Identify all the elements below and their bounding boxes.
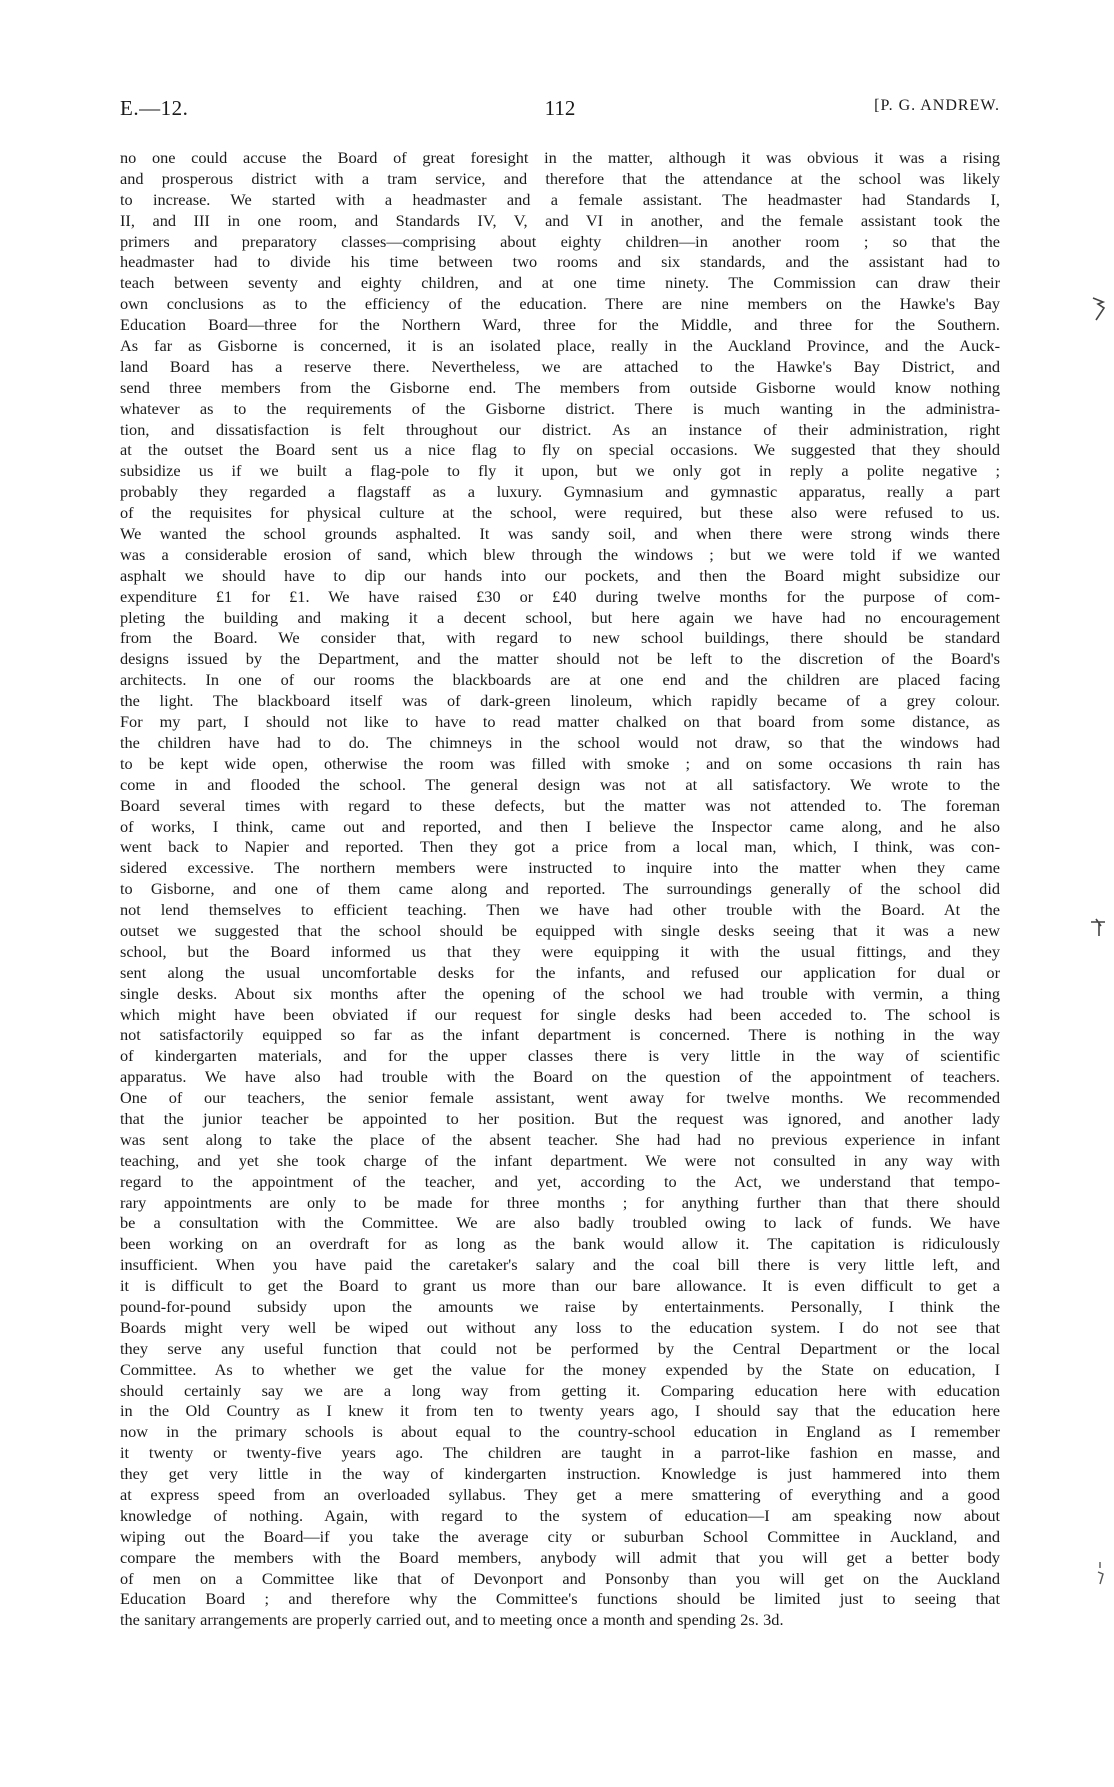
margin-mark-icon [1092, 292, 1106, 322]
text-line: to Gisborne, and one of them came along and reported. The surroundings generally of the school did [120, 879, 1000, 899]
text-line: architects. In one of our rooms the blackboards are at one end and the children are placed facing [120, 670, 1000, 690]
text-line: at express speed from an overloaded syllabus. They get a mere smattering of everything and a good [120, 1485, 1000, 1504]
text-line: the sanitary arrangements are properly carried out, and to meeting once a month and spending 2s. 3d. [120, 1610, 784, 1630]
text-line: teaching, and yet she took charge of the infant department. We were not consulted in any way with [120, 1150, 1000, 1170]
text-line: We wanted the school grounds asphalted. It was sandy soil, and when there were strong winds there [120, 524, 1000, 544]
text-line: they serve any useful function that could not be performed by the Central Department or the local [120, 1338, 1000, 1358]
text-line: primers and preparatory classes—comprising about eighty children—in another room ; so that the [120, 231, 1000, 251]
text-line: teach between seventy and eighty children, and at one time ninety. The Commission can draw their [120, 273, 1000, 293]
text-line: the light. The blackboard itself was of dark-green linoleum, which rapidly became of a grey colour. [120, 691, 1000, 711]
text-line: asphalt we should have to dip our hands into our pockets, and then the Board might subsidize our [120, 565, 1000, 585]
text-line: As far as Gisborne is concerned, it is an isolated place, really in the Auckland Province, and the Auck- [120, 336, 1000, 356]
text-line: now in the primary schools is about equal to the country-school education in England as I remember [120, 1422, 1000, 1442]
text-line: subsidize us if we built a flag-pole to fly it upon, but we only got in reply a polite negative ; [120, 461, 1000, 481]
text-line: no one could accuse the Board of great foresight in the matter, although it was obvious it was a rising [120, 148, 1000, 167]
text-line: land Board has a reserve there. Nevertheless, we are attached to the Hawke's Bay District, and [120, 356, 1000, 376]
text-line: knowledge of nothing. Again, with regard to the system of education—I am speaking now about [120, 1505, 1000, 1525]
margin-mark-icon [1095, 1560, 1105, 1586]
text-line: from the Board. We consider that, with regard to new school buildings, there should be standard [120, 628, 1000, 648]
text-line: expenditure £1 for £1. We have raised £30 or £40 during twelve months for the purpose of com- [120, 586, 1000, 606]
text-line: of the requisites for physical culture at the school, were required, but these also were refused to us. [120, 503, 1000, 523]
page-number: 112 [544, 96, 576, 120]
text-line: it is difficult to get the Board to grant us more than our bare allowance. It is even difficult to get a [120, 1276, 1000, 1296]
text-line: went back to Napier and reported. Then they got a price from a local man, which, I think, was con- [120, 837, 1000, 857]
text-line: and prosperous district with a tram service, and therefore that the attendance at the school was likely [120, 168, 1000, 188]
text-line: it twenty or twenty-five years ago. The children are taught in a parrot-like fashion en masse, and [120, 1443, 1000, 1463]
text-line: to be kept wide open, otherwise the room was filled with smoke ; and on some occasions th rain has [120, 753, 1000, 773]
text-line: compare the members with the Board members, anybody will admit that you will get a better body [120, 1547, 1000, 1567]
text-line: regard to the appointment of the teacher, and yet, according to the Act, we understand that tempo- [120, 1171, 1000, 1191]
text-line: wiping out the Board—if you take the average city or suburban School Committee in Auckland, and [120, 1526, 1000, 1546]
text-line: to increase. We started with a headmaster and a female assistant. The headmaster had Standards I, [120, 189, 1000, 209]
text-line: sent along the usual uncomfortable desks for the infants, and refused our application for dual or [120, 962, 1000, 982]
text-line: of kindergarten materials, and for the upper classes there is very little in the way of scientific [120, 1046, 1000, 1066]
text-line: come in and flooded the school. The general design was not at all satisfactory. We wrote to the [120, 774, 1000, 794]
text-line: probably they regarded a flagstaff as a luxury. Gymnasium and gymnastic apparatus, really a part [120, 482, 1000, 502]
text-line: own conclusions as to the efficiency of the education. There are nine members on the Hawke's Bay [120, 294, 1000, 314]
text-line: school, but the Board informed us that they were equipping it with the usual fittings, and they [120, 941, 1000, 961]
text-line: headmaster had to divide his time between two rooms and six standards, and the assistant had to [120, 252, 1000, 272]
text-line: Education Board—three for the Northern Ward, three for the Middle, and three for the Southern. [120, 315, 1000, 335]
text-line: II, and III in one room, and Standards IV, V, and VI in another, and the female assistant took the [120, 210, 1000, 230]
text-line: Board several times with regard to these defects, but the matter was not attended to. The foreman [120, 795, 1000, 815]
text-line: tion, and dissatisfaction is felt throughout our district. As an instance of their administration, right [120, 419, 1000, 439]
text-line: be a consultation with the Committee. We are also badly troubled owing to lack of funds. We have [120, 1213, 1000, 1233]
text-line: should certainly say we are a long way from getting it. Comparing education here with education [120, 1380, 1000, 1400]
body-text [120, 148, 1000, 1631]
document-reference: E.—12. [120, 96, 189, 120]
text-line: whatever as to the requirements of the Gisborne district. There is much wanting in the administra- [120, 398, 1000, 418]
text-line: was a considerable erosion of sand, which blew through the windows ; but we were told if we wanted [120, 544, 1000, 564]
text-line: pleting the building and making it a decent school, but here again we have had no encouragement [120, 607, 1000, 627]
text-line: at the outset the Board sent us a nice flag to fly on special occasions. We suggested that they should [120, 440, 1000, 460]
text-line: they get very little in the way of kindergarten instruction. Knowledge is just hammered into them [120, 1464, 1000, 1484]
text-line: single desks. About six months after the opening of the school we had trouble with vermin, a thing [120, 983, 1000, 1003]
text-line: insufficient. When you have paid the caretaker's salary and the coal bill there is very little left, and [120, 1255, 1000, 1275]
text-line: which might have been obviated if our request for single desks had been acceded to. The school is [120, 1004, 1000, 1024]
text-line: not lend themselves to efficient teaching. Then we have had other trouble with the Board. At the [120, 900, 1000, 920]
text-line: Boards might very well be wiped out without any loss to the education system. I do not see that [120, 1317, 1000, 1337]
text-line: rary appointments are only to be made for three months ; for anything further than that there should [120, 1192, 1000, 1212]
text-line: designs issued by the Department, and the matter should not be left to the discretion of the Board's [120, 649, 1000, 669]
page-header [120, 96, 1000, 130]
text-line: For my part, I should not like to have to read matter chalked on that board from some distance, as [120, 712, 1000, 732]
margin-mark-icon [1090, 914, 1106, 938]
text-line: Committee. As to whether we get the value for the money expended by the State on education, I [120, 1359, 1000, 1379]
text-line: of men on a Committee like that of Devonport and Ponsonby than you will get on the Auckland [120, 1568, 1000, 1588]
text-line: of works, I think, came out and reported, and then I believe the Inspector came along, and he also [120, 816, 1000, 836]
text-line: outset we suggested that the school should be equipped with single desks seeing that it was a new [120, 920, 1000, 940]
text-line: pound-for-pound subsidy upon the amounts we raise by entertainments. Personally, I think the [120, 1296, 1000, 1316]
text-line: the children have had to do. The chimneys in the school would not draw, so that the windows had [120, 732, 1000, 752]
text-line: sidered excessive. The northern members were instructed to inquire into the matter when they came [120, 858, 1000, 878]
text-line: was sent along to take the place of the absent teacher. She had had no previous experience in infant [120, 1129, 1000, 1149]
text-line: not satisfactorily equipped so far as the infant department is concerned. There is nothing in the way [120, 1025, 1000, 1045]
text-line: been working on an overdraft for as long as the bank would allow it. The capitation is ridiculously [120, 1234, 1000, 1254]
text-line: apparatus. We have also had trouble with the Board on the question of the appointment of teachers. [120, 1067, 1000, 1087]
text-line: Education Board ; and therefore why the Committee's functions should be limited just to seeing that [120, 1589, 1000, 1609]
text-line: in the Old Country as I knew it from ten to twenty years ago, I should say that the education here [120, 1401, 1000, 1421]
text-line: send three members from the Gisborne end. The members from outside Gisborne would know nothing [120, 377, 1000, 397]
witness-name: [P. G. ANDREW. [874, 97, 1000, 114]
text-line: One of our teachers, the senior female assistant, went away for twelve months. We recommended [120, 1088, 1000, 1108]
text-line: that the junior teacher be appointed to her position. But the request was ignored, and another lady [120, 1108, 1000, 1128]
